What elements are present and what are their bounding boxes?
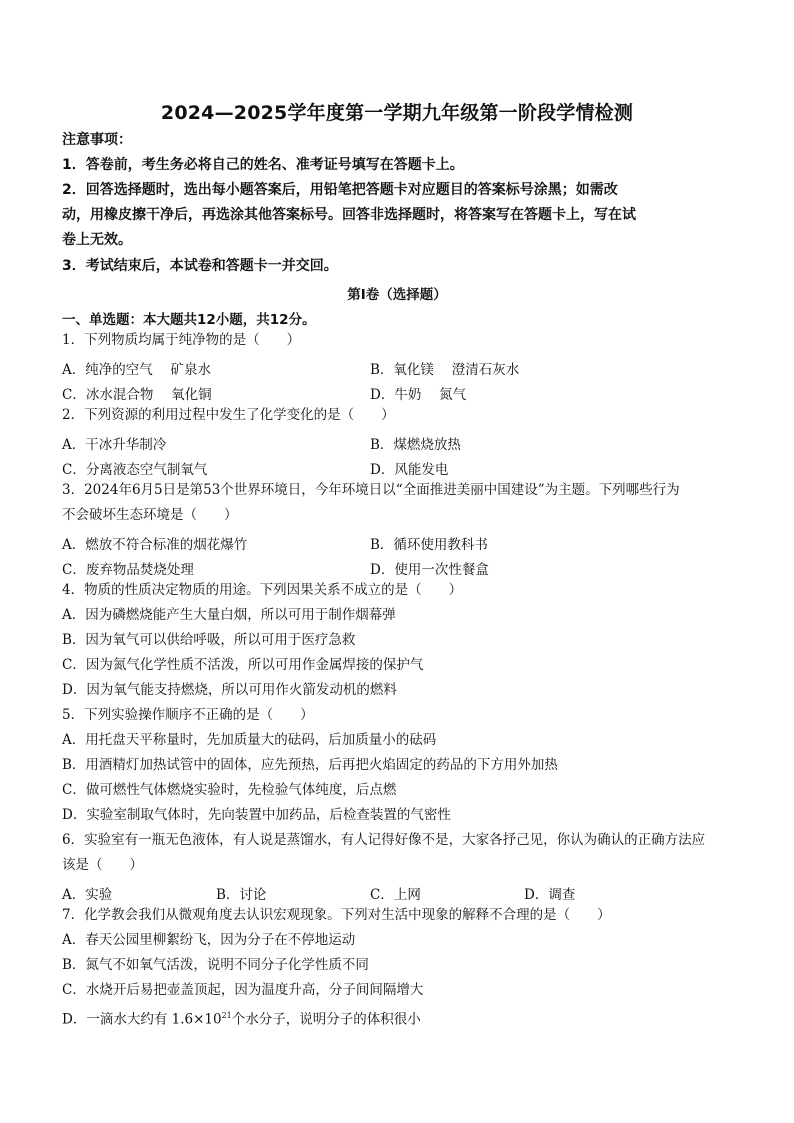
q5-option-c: C．做可燃性气体燃烧实验时，先检验气体纯度，后点燃 (62, 782, 397, 798)
question-6-stem: 6．实验室有一瓶无色液体，有人说是蒸馏水，有人记得好像不是，大家各抒己见，你认为确认的正确方法应 (62, 832, 706, 848)
q4-option-a: A．因为磷燃烧能产生大量白烟，所以可用于制作烟幕弹 (62, 607, 396, 623)
q5-option-d: D．实验室制取气体时，先向装置中加药品，后检查装置的气密性 (62, 807, 451, 823)
q6-option-c: C．上网 (370, 887, 421, 903)
section-title: 一、单选题：本大题共12小题，共12分。 (62, 312, 316, 328)
q2-option-c: C．分离液态空气制氧气 (62, 462, 208, 478)
q4-option-c: C．因为氮气化学性质不活泼，所以可用作金属焊接的保护气 (62, 657, 424, 673)
q7-option-d-post: 个水分子，说明分子的体积很小 (231, 1011, 421, 1028)
question-4-stem: 4．物质的性质决定物质的用途。下列因果关系不成立的是（ ） (62, 582, 463, 598)
q2-option-d: D．风能发电 (370, 462, 449, 478)
q7-option-a: A．春天公园里柳絮纷飞，因为分子在不停地运动 (62, 932, 356, 948)
question-7-stem: 7．化学教会我们从微观角度去认识宏观现象。下列对生活中现象的解释不合理的是（ ） (62, 907, 611, 923)
notice-heading: 注意事项： (62, 132, 132, 148)
question-3-stem: 3．2024年6月5日是第53个世界环境日，今年环境日以“全面推进美丽中国建设”为主题。下列哪些行为 (62, 482, 680, 498)
q7-option-c: C．水烧开后易把壶盖顶起，因为温度升高，分子间间隔增大 (62, 982, 424, 998)
q1-option-c: C．冰水混合物 氧化铜 (62, 387, 212, 403)
notice-item-3: 3．考试结束后，本试卷和答题卡一并交回。 (62, 258, 338, 274)
q1-option-a: A．纯净的空气 矿泉水 (62, 362, 212, 378)
q3-option-c: C．废弃物品焚烧处理 (62, 562, 194, 578)
q5-option-a: A．用托盘天平称量时，先加质量大的砝码，后加质量小的砝码 (62, 732, 437, 748)
q7-option-d-exponent: 21 (221, 1011, 232, 1020)
notice-item-2-end: 卷上无效。 (62, 232, 132, 248)
q1-option-b: B．氧化镁 澄清石灰水 (370, 362, 520, 378)
question-3-stem-cont: 不会破坏生态环境是（ ） (62, 507, 238, 523)
q7-option-d-pre: D．一滴水大约有 1.6×10 (62, 1011, 222, 1028)
q5-option-b: B．用酒精灯加热试管中的固体，应先预热，后再把火焰固定的药品的下方用外加热 (62, 757, 558, 773)
question-6-stem-cont: 该是（ ） (62, 857, 143, 873)
q2-option-a: A．干冰升华制冷 (62, 437, 167, 453)
part-title: 第Ⅰ卷（选择题） (347, 287, 447, 303)
q3-option-a: A．燃放不符合标准的烟花爆竹 (62, 537, 248, 553)
question-2-stem: 2．下列资源的利用过程中发生了化学变化的是（ ） (62, 407, 395, 423)
question-1-stem: 1．下列物质均属于纯净物的是（ ） (62, 332, 301, 348)
q1-option-d: D．牛奶 氮气 (370, 387, 467, 403)
notice-item-2-cont: 动，用橡皮擦干净后，再选涂其他答案标号。回答非选择题时，将答案写在答题卡上，写在试 (62, 207, 636, 223)
q4-option-d: D．因为氧气能支持燃烧，所以可用作火箭发动机的燃料 (62, 682, 397, 698)
notice-item-2: 2．回答选择题时，选出每小题答案后，用铅笔把答题卡对应题目的答案标号涂黑；如需改 (62, 182, 618, 198)
q3-option-d: D．使用一次性餐盒 (370, 562, 489, 578)
q2-option-b: B．煤燃烧放热 (370, 437, 461, 453)
q6-option-a: A．实验 (62, 887, 113, 903)
page-title: 2024—2025学年度第一学期九年级第一阶段学情检测 (160, 102, 634, 124)
q6-option-b: B．讨论 (216, 887, 267, 903)
q7-option-b: B．氮气不如氧气活泼，说明不同分子化学性质不同 (62, 957, 369, 973)
question-5-stem: 5．下列实验操作顺序不正确的是（ ） (62, 707, 314, 723)
notice-item-1: 1．答卷前，考生务必将自己的姓名、准考证号填写在答题卡上。 (62, 157, 464, 173)
q3-option-b: B．循环使用教科书 (370, 537, 488, 553)
q7-option-d (62, 1003, 742, 1033)
q4-option-b: B．因为氧气可以供给呼吸，所以可用于医疗急救 (62, 632, 356, 648)
q6-option-d: D．调查 (524, 887, 576, 903)
